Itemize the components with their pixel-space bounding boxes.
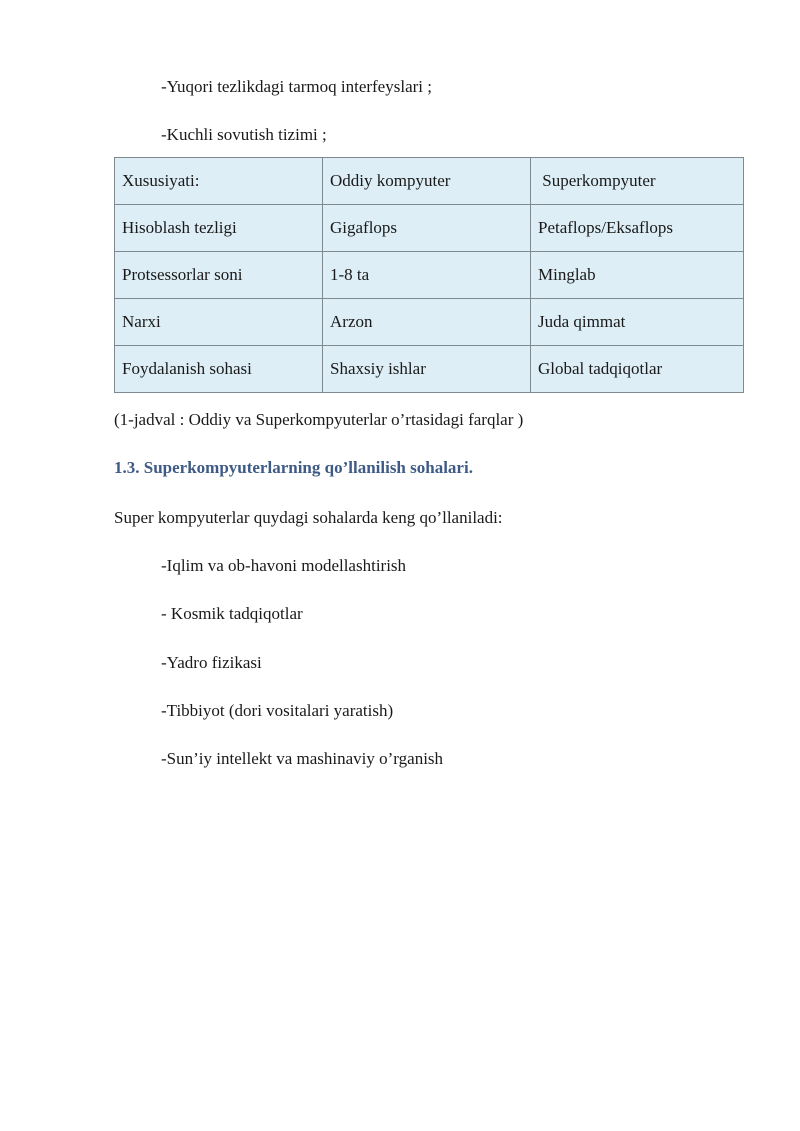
section-intro: Super kompyuterlar quydagi sohalarda keng qo’llaniladi: bbox=[114, 508, 503, 527]
list-item: -Sun’iy intellekt va mashinaviy o’rganish bbox=[161, 749, 444, 768]
intro-item-network: -Yuqori tezlikdagi tarmoq interfeyslari ; bbox=[161, 77, 432, 96]
list-item: -Tibbiyot (dori vositalari yaratish) bbox=[161, 701, 394, 720]
table-caption: (1-jadval : Oddiy va Superkompyuterlar o’rtasidagi farqlar ) bbox=[114, 410, 524, 429]
table-cell: Minglab bbox=[531, 252, 744, 299]
table-row bbox=[115, 252, 744, 299]
table-row bbox=[115, 346, 744, 393]
table-cell: Global tadqiqotlar bbox=[531, 346, 744, 393]
table-header-row bbox=[115, 158, 744, 205]
table-cell: Foydalanish sohasi bbox=[115, 346, 323, 393]
table-cell: Arzon bbox=[323, 299, 531, 346]
table-cell: Hisoblash tezligi bbox=[115, 205, 323, 252]
table-row bbox=[115, 299, 744, 346]
table-header-cell: Oddiy kompyuter bbox=[323, 158, 531, 205]
table-row bbox=[115, 205, 744, 252]
table-cell: Protsessorlar soni bbox=[115, 252, 323, 299]
table-cell: Petaflops/Eksaflops bbox=[531, 205, 744, 252]
table-header-cell: Superkompyuter bbox=[531, 158, 744, 205]
table-cell: Shaxsiy ishlar bbox=[323, 346, 531, 393]
table-header-cell: Xususiyati: bbox=[115, 158, 323, 205]
table-cell: Juda qimmat bbox=[531, 299, 744, 346]
table-cell: 1-8 ta bbox=[323, 252, 531, 299]
list-item: - Kosmik tadqiqotlar bbox=[161, 604, 303, 623]
intro-item-cooling: -Kuchli sovutish tizimi ; bbox=[161, 125, 327, 144]
list-item: -Iqlim va ob-havoni modellashtirish bbox=[161, 556, 407, 575]
comparison-table bbox=[114, 157, 744, 393]
table-cell: Gigaflops bbox=[323, 205, 531, 252]
list-item: -Yadro fizikasi bbox=[161, 653, 262, 672]
section-heading: 1.3. Superkompyuterlarning qo’llanilish sohalari. bbox=[114, 458, 473, 477]
table-cell: Narxi bbox=[115, 299, 323, 346]
